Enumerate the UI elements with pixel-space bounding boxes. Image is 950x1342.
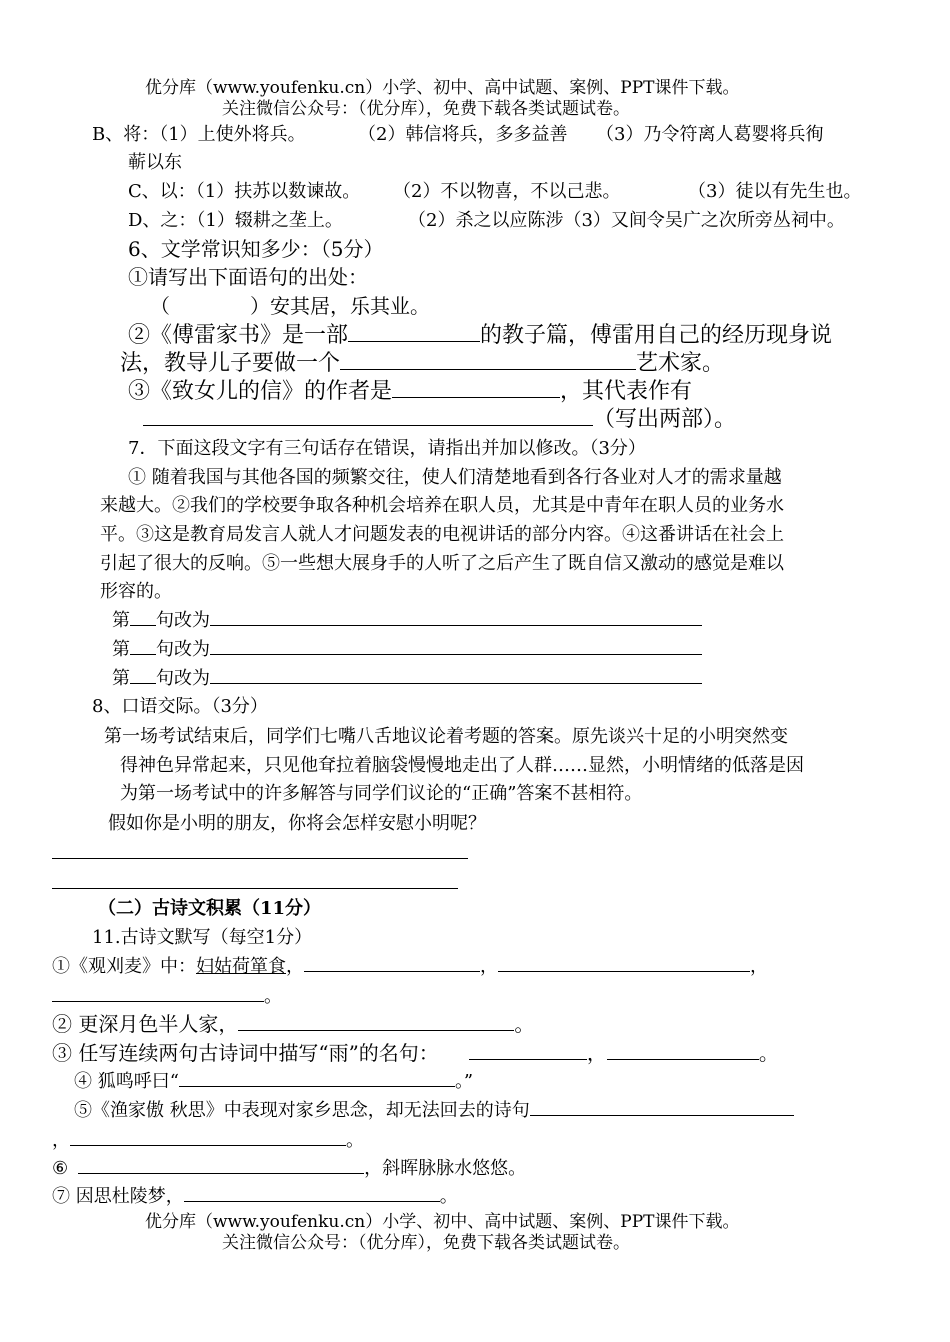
q7-answer-prefix: 第 (112, 668, 130, 689)
q7-paragraph-line-1: ① 随着我国与其他各国的频繁交往，使人们清楚地看到各行各业对人才的需求量越 (128, 467, 782, 488)
q5-option-b-3: （3）乃令符离人葛婴将兵徇 (596, 124, 824, 145)
q11-line-7-text: ⑦ 因思杜陵梦， (52, 1186, 184, 1207)
q11-line-3-comma: ， (586, 1041, 607, 1065)
q8-title: 8、口语交际。（3分） (92, 696, 268, 717)
q11-line-4 (74, 1073, 473, 1091)
q11-line-1-text-a: ①《观刈麦》中： (52, 956, 196, 977)
q7-answer-row-2 (112, 641, 702, 659)
q6-item-2-blank-1[interactable] (348, 340, 480, 342)
q11-line-1-comma-3: ， (750, 956, 768, 977)
q11-line-6-text: ，斜晖脉脉水悠悠。 (364, 1158, 527, 1179)
q7-paragraph-line-5: 形容的。 (100, 581, 172, 602)
q6-item-2-text-c: 法，教导儿子要做一个 (120, 351, 341, 376)
q11-line-7-period: 。 (439, 1186, 458, 1207)
q5-option-b-4: 蕲以东 (128, 152, 182, 173)
header-line-2: 关注微信公众号：（优分库），免费下载各类试题试卷。 (222, 99, 630, 119)
q11-title: 11.古诗文默写（每空1分） (92, 927, 313, 948)
q11-line-5-blank-1[interactable] (530, 1114, 794, 1116)
q11-line-6 (52, 1160, 526, 1178)
q11-line-3-text: ③ 任写连续两句古诗词中描写“雨”的名句： (52, 1041, 439, 1065)
q7-answer-sentence-blank[interactable] (130, 682, 156, 684)
q11-line-2-blank[interactable] (238, 1029, 514, 1031)
q11-line-5-cont (52, 1132, 364, 1150)
q6-item-2-text-d: 艺术家。 (636, 351, 725, 376)
q5-option-c-1: C、以：（1）扶苏以数谏故。 (128, 181, 361, 202)
q6-item-3-line-1 (128, 381, 692, 403)
q11-line-3-blank-1[interactable] (469, 1058, 587, 1060)
q6-item-2-blank-2[interactable] (340, 368, 636, 370)
q7-paragraph-line-4: 引起了很大的反响。⑤一些想大展身手的人听了之后产生了既自信又激动的感觉是难以 (100, 553, 784, 574)
q11-line-5 (74, 1102, 794, 1120)
q6-item-3-text-b: ，其代表作有 (560, 379, 693, 404)
q11-line-1-given: 妇姑荷箪食 (196, 956, 286, 977)
footer-line-1: 优分库（www.youfenku.cn）小学、初中、高中试题、案例、PPT课件下载。 (145, 1212, 740, 1232)
q8-paragraph-line-2: 得神色异常起来，只见他耷拉着脑袋慢慢地走出了人群……显然，小明情绪的低落是因 (120, 755, 804, 776)
section-2-title: （二）古诗文积累（11分） (98, 898, 322, 919)
footer-line-2: 关注微信公众号：（优分库），免费下载各类试题试卷。 (222, 1233, 630, 1253)
header-line-1: 优分库（www.youfenku.cn）小学、初中、高中试题、案例、PPT课件下载。 (145, 78, 740, 98)
q8-paragraph-line-1: 第一场考试结束后，同学们七嘴八舌地议论着考题的答案。原先谈兴十足的小明突然变 (104, 726, 788, 747)
q11-line-2-period: 。 (514, 1012, 535, 1036)
q7-answer-sentence-blank[interactable] (130, 653, 156, 655)
q11-line-3-period: 。 (758, 1041, 779, 1065)
q11-line-2-text: ② 更深月色半人家， (52, 1012, 239, 1036)
q11-line-4-text: ④ 狐鸣呼曰“ (74, 1071, 179, 1092)
q7-title: 7．下面这段文字有三句话存在错误，请指出并加以修改。（3分） (128, 438, 646, 459)
q11-line-5-period: 。 (346, 1130, 364, 1151)
q6-item-1: ①请写出下面语句的出处： (128, 265, 368, 289)
q8-answer-line-1[interactable] (52, 858, 468, 859)
q7-answer-prefix: 第 (112, 639, 130, 660)
q6-item-1-blank: （ ）安其居，乐其业。 (150, 294, 430, 318)
q5-option-c-3: （3）徒以有先生也。 (688, 181, 862, 202)
q11-line-1-period: 。 (264, 986, 282, 1007)
q11-line-1-cont (52, 988, 282, 1006)
q7-answer-prefix: 第 (112, 610, 130, 631)
q5-option-d-2: （2）杀之以应陈涉（3）又间令吴广之次所旁丛祠中。 (408, 210, 845, 231)
q6-item-2-line-1 (128, 325, 832, 347)
q11-line-1-blank-3[interactable] (52, 1000, 264, 1002)
q7-answer-row-1 (112, 612, 702, 630)
q11-line-6-blank[interactable] (78, 1172, 364, 1174)
q7-answer-mid: 句改为 (156, 668, 210, 689)
q8-paragraph-line-4: 假如你是小明的朋友，你将会怎样安慰小明呢？ (108, 813, 486, 834)
q11-line-7-blank[interactable] (184, 1200, 440, 1202)
q11-line-7 (52, 1188, 458, 1206)
q11-line-3-blank-2[interactable] (607, 1058, 759, 1060)
q7-answer-sentence-blank[interactable] (130, 624, 156, 626)
q11-line-4-blank[interactable] (179, 1085, 455, 1087)
q11-line-3 (52, 1043, 779, 1063)
q11-line-4-end: 。” (454, 1071, 474, 1092)
q6-item-3-line-2 (143, 409, 736, 431)
q11-line-1-blank-1[interactable] (304, 970, 480, 972)
q6-item-3-text-a: ③《致女儿的信》的作者是 (128, 379, 393, 404)
q7-answer-blank[interactable] (210, 624, 702, 626)
q8-paragraph-line-3: 为第一场考试中的许多解答与同学们议论的“正确”答案不甚相符。 (120, 783, 643, 804)
q11-line-5-blank-2[interactable] (70, 1144, 346, 1146)
q11-line-1-comma-1: ， (286, 956, 304, 977)
q7-answer-blank[interactable] (210, 653, 702, 655)
q6-item-3-blank-1[interactable] (392, 396, 560, 398)
q11-line-1-comma-2: ， (480, 956, 498, 977)
q6-item-2-text-a: ②《傅雷家书》是一部 (128, 323, 349, 348)
q6-title: 6、文学常识知多少：（5分） (128, 237, 384, 261)
q7-answer-row-3 (112, 670, 702, 688)
q5-option-b-1: B、将：（1）上使外将兵。 (92, 124, 306, 145)
q7-paragraph-line-2: 来越大。②我们的学校要争取各种机会培养在职人员，尤其是中青年在职人员的业务水 (100, 495, 784, 516)
q7-answer-mid: 句改为 (156, 610, 210, 631)
q7-answer-mid: 句改为 (156, 639, 210, 660)
q6-item-3-text-c: （写出两部）。 (593, 407, 737, 432)
q11-line-5-comma: ， (52, 1130, 70, 1151)
q11-line-5-text: ⑤《渔家傲 秋思》中表现对家乡思念，却无法回去的诗句 (74, 1100, 530, 1121)
q5-option-d-1: D、之：（1）辍耕之垄上。 (128, 210, 343, 231)
q11-line-6-num: ⑥ (52, 1158, 69, 1179)
q6-item-2-line-2 (120, 353, 724, 375)
q7-answer-blank[interactable] (210, 682, 702, 684)
q11-line-1-blank-2[interactable] (498, 970, 750, 972)
q7-paragraph-line-3: 平。③这是教育局发言人就人才问题发表的电视讲话的部分内容。④这番讲话在社会上 (100, 524, 784, 545)
q11-line-1 (52, 958, 768, 976)
q5-option-b-2: （2）韩信将兵，多多益善 (358, 124, 568, 145)
q5-option-c-2: （2）不以物喜，不以己悲。 (393, 181, 621, 202)
q6-item-2-text-b: 的教子篇，傅雷用自己的经历现身说 (480, 323, 833, 348)
q6-item-3-blank-2[interactable] (143, 424, 593, 426)
q11-line-2 (52, 1014, 534, 1034)
q8-answer-line-2[interactable] (52, 888, 458, 889)
